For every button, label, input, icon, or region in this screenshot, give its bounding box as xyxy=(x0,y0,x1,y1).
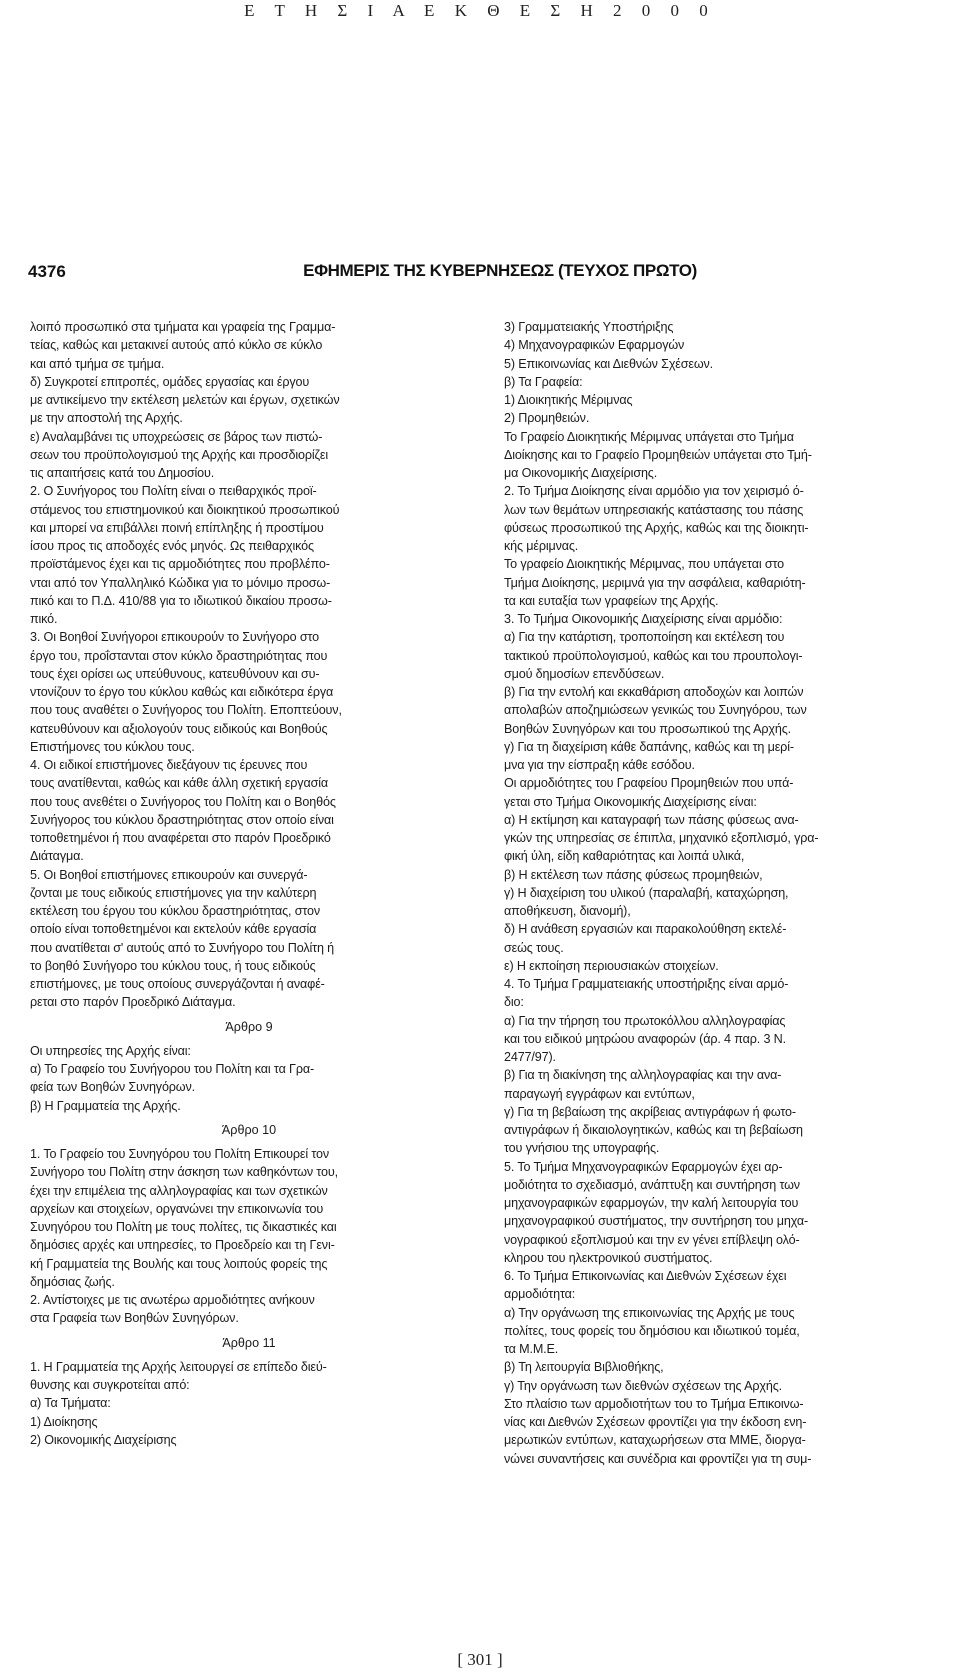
gazette-title: ΕΦΗΜΕΡΙΣ ΤΗΣ ΚΥΒΕΡΝΗΣΕΩΣ (ΤΕΥΧΟΣ ΠΡΩΤΟ) xyxy=(303,261,697,280)
text-line: στα Γραφεία των Βοηθών Συνηγόρων. xyxy=(30,1311,239,1326)
gazette-page-number: 4376 xyxy=(28,262,66,281)
text-line: 2477/97). xyxy=(504,1050,556,1064)
text-line: 5. Οι Βοηθοί επιστήμονες επικουρούν και συνεργά- xyxy=(30,867,308,882)
text-line: γ) Την οργάνωση των διεθνών σχέσεων της Αρχής. xyxy=(504,1378,782,1393)
text-line: δημόσιες αρχές και υπηρεσίες, το Προεδρείο και τη Γενι- xyxy=(30,1238,335,1253)
text-line: εκτέλεση του έργου του κύκλου δραστηριότητας, στον xyxy=(30,904,320,918)
text-line: λων των θεμάτων υπηρεσιακής κατάστασης του πάσης xyxy=(504,502,804,517)
text-line: που τους ανεθέτει ο Συνήγορος του Πολίτη και ο Βοηθός xyxy=(30,794,336,809)
text-line: με την αποστολή της Αρχής. xyxy=(30,411,183,426)
text-line: 6. Το Τμήμα Επικοινωνίας και Διεθνών Σχέσεων έχει xyxy=(504,1269,787,1283)
text-line: λοιπό προσωπικό στα τμήματα και γραφεία της Γραμμα- xyxy=(30,320,336,334)
text-line: μα Οικονομικής Διαχείρισης. xyxy=(504,466,658,480)
text-line: α) Το Γραφείο του Συνήγορου του Πολίτη και τα Γρα- xyxy=(30,1062,315,1076)
text-line: 3. Το Τμήμα Οικονομικής Διαχείρισης είναι αρμόδιο: xyxy=(504,612,783,626)
text-line: νίας και Διεθνών Σχέσεων φροντίζει για την έκδοση ενη- xyxy=(504,1415,807,1429)
text-line: ρεται στο παρόν Προεδρικό Διάταγμα. xyxy=(30,995,236,1010)
text-line: ε) Αναλαμβάνει τις υποχρεώσεις σε βάρος των πιστώ- xyxy=(30,429,323,444)
text-line: Συνήγορο του Πολίτη στην άσκηση των καθηκόντων του, xyxy=(30,1165,338,1180)
text-line: 3. Οι Βοηθοί Συνήγοροι επικουρούν το Συνήγορο στο xyxy=(30,630,319,645)
text-line: φύσεως προσωπικού της Αρχής, καθώς και της διοικητι- xyxy=(504,520,809,535)
text-line: έργο του, προΐστανται στον κύκλο δραστηριότητας που xyxy=(30,648,328,663)
text-line: β) Για τη διακίνηση της αλληλογραφίας και την ανα- xyxy=(504,1068,782,1083)
text-line: δημόσιας ζωής. xyxy=(30,1274,115,1289)
text-line: Διοίκησης και το Γραφείο Προμηθειών υπάγεται στο Τμή- xyxy=(504,447,812,462)
text-line: γ) Η διαχείριση του υλικού (παραλαβή, καταχώρηση, xyxy=(504,885,789,900)
text-line: νται από τον Υπαλληλικό Κώδικα για το μόνιμο προσω- xyxy=(30,575,331,590)
text-line: α) Για την τήρηση του πρωτοκόλλου αλληλογραφίας xyxy=(504,1013,786,1028)
text-line: Οι υπηρεσίες της Αρχής είναι: xyxy=(30,1043,191,1058)
text-line: Τμήμα Διοίκησης, μεριμνά για την ασφάλεια, καθαριότη- xyxy=(504,575,806,590)
text-line: Συνήγορος του κύκλου δραστηριότητας στον οποίο είναι xyxy=(30,812,334,827)
text-line: τους ανατίθενται, καθώς και κάθε άλλη σχετική εργασία xyxy=(30,776,328,791)
text-line: σεώς τους. xyxy=(504,940,564,955)
text-line: φεία των Βοηθών Συνηγόρων. xyxy=(30,1080,195,1095)
text-line: ντονίζουν το έργο του κύκλου καθώς και ειδικότερα έργα xyxy=(30,685,334,699)
text-line: επιστήμονες, με τους οποίους συνεργάζονται ή αναφέ- xyxy=(30,977,325,991)
text-line: και του ειδικού μητρώου αναφορών (άρ. 4 παρ. 3 Ν. xyxy=(504,1031,786,1046)
text-line: πικό και το Π.Δ. 410/88 για το ιδιωτικού δικαίου προσω- xyxy=(30,593,332,608)
text-line: θυνσης και συγκροτείται από: xyxy=(30,1378,190,1392)
text-line: α) Για την κατάρτιση, τροποποίηση και εκτέλεση του xyxy=(504,630,785,645)
footer-page-number: [ 301 ] xyxy=(457,1650,503,1669)
text-line: 1) Διοικητικής Μέριμνας xyxy=(504,393,633,407)
text-line: δ) Η ανάθεση εργασιών και παρακολούθηση εκτελέ- xyxy=(504,922,787,937)
text-line: που ανατίθεται σ' αυτούς από το Συνήγορο του Πολίτη ή xyxy=(30,940,335,955)
text-line: 5) Επικοινωνίας και Διεθνών Σχέσεων. xyxy=(504,356,714,371)
text-line: ζονται με τους ειδικούς επιστήμονες για την καλύτερη xyxy=(30,885,317,900)
text-line: β) Η Γραμματεία της Αρχής. xyxy=(30,1098,181,1113)
article-heading: Άρθρο 10 xyxy=(221,1122,277,1137)
text-line: τις απαιτήσεις κατά του Δημοσίου. xyxy=(30,466,215,480)
text-line: παραγωγή εγγράφων και εντύπων, xyxy=(504,1086,695,1101)
text-line: και από τμήμα σε τμήμα. xyxy=(30,356,165,371)
text-line: έχει την επιμέλεια της αλληλογραφίας και των σχετικών xyxy=(30,1183,328,1198)
text-line: τα και ευταξία των γραφείων της Αρχής. xyxy=(504,593,719,608)
text-line: β) Η εκτέλεση των πάσης φύσεως προμηθειών, xyxy=(504,867,763,882)
text-line: μηχανογραφικού συστήματος, την συντήρηση του μηχα- xyxy=(504,1214,809,1229)
text-line: Οι αρμοδιότητες του Γραφείου Προμηθειών που υπά- xyxy=(504,776,794,791)
text-line: απολαβών αποζημιώσεων γενικώς του Συνηγόρου, των xyxy=(504,703,807,718)
article-heading: Άρθρο 11 xyxy=(222,1335,276,1350)
left-column xyxy=(30,318,468,1449)
text-line: κή Γραμματεία της Βουλής και τους λοιπούς φορείς της xyxy=(30,1256,328,1271)
text-line: 4. Οι ειδικοί επιστήμονες διεξάγουν τις έρευνες που xyxy=(30,758,308,772)
text-line: μηχανογραφικών εφαρμογών, την καλή λειτουργία του xyxy=(504,1196,799,1210)
text-line: κληρου του ηλεκτρονικού συστήματος. xyxy=(504,1250,713,1265)
text-line: και μπορεί να επιβάλλει ποινή επίπληξης ή προστίμου xyxy=(30,520,324,535)
running-head: Ε Τ Η Σ Ι Α Ε Κ Θ Ε Σ Η 2 0 0 0 xyxy=(244,1,716,20)
text-line: 4) Μηχανογραφικών Εφαρμογών xyxy=(504,338,685,353)
text-line: 2) Προμηθειών. xyxy=(504,411,590,426)
text-line: μνα για την είσπραξη κάθε εσόδου. xyxy=(504,758,695,772)
text-line: 2. Το Τμήμα Διοίκησης είναι αρμόδιο για τον χειρισμό ό- xyxy=(504,484,804,499)
text-line: γ) Για τη διαχείριση κάθε δαπάνης, καθώς και τη μερί- xyxy=(504,739,794,754)
text-line: τείας, καθώς και μετακινεί αυτούς από κύκλο σε κύκλο xyxy=(30,338,323,353)
text-line: δ) Συγκροτεί επιτροπές, ομάδες εργασίας και έργου xyxy=(30,374,310,389)
text-line: αρχείων και στοιχείων, οργανώνει την επικοινωνία του xyxy=(30,1201,324,1216)
text-line: κής μέριμνας. xyxy=(504,539,579,553)
text-line: προϊστάμενος έχει και τις αρμοδιότητες που προβλέπο- xyxy=(30,557,330,572)
text-line: α) Την οργάνωση της επικοινωνίας της Αρχής με τους xyxy=(504,1305,795,1320)
text-line: Το Γραφείο Διοικητικής Μέριμνας υπάγεται στο Τμήμα xyxy=(504,429,794,444)
text-line: οποίο είναι τοποθετημένοι και εκτελούν κάθε εργασία xyxy=(30,922,317,937)
text-line: 1. Το Γραφείο του Συνηγόρου του Πολίτη Επικουρεί τον xyxy=(30,1147,329,1161)
text-line: μοδιότητα το σχεδιασμό, ανάπτυξη και συντήρηση των xyxy=(504,1177,800,1192)
text-line: τους έχει ορίσει ως υπεύθυνους, κατευθύνουν και συ- xyxy=(30,666,320,681)
text-line: 1) Διοίκησης xyxy=(30,1414,98,1429)
text-line: σμού δημοσίων επενδύσεων. xyxy=(504,666,665,681)
gazette-header xyxy=(28,262,938,292)
text-line: στάμενος του επιστημονικού και διοικητικού προσωπικού xyxy=(30,502,340,517)
text-line: β) Τη λειτουργία Βιβλιοθήκης, xyxy=(504,1360,664,1375)
text-line: 4. Το Τμήμα Γραμματειακής υποστήριξης είναι αρμό- xyxy=(504,977,789,991)
text-line: διο: xyxy=(504,995,524,1010)
text-line: τα Μ.Μ.Ε. xyxy=(504,1342,559,1356)
text-line: 2) Οικονομικής Διαχείρισης xyxy=(30,1432,177,1447)
text-line: 1. Η Γραμματεία της Αρχής λειτουργεί σε επίπεδο διεύ- xyxy=(30,1359,327,1374)
text-line: νώνει συναντήσεις και συνέδρια και φροντίζει για τη συμ- xyxy=(504,1451,812,1466)
text-line: Συνηγόρου του Πολίτη με τους πολίτες, τις δικαστικές και xyxy=(30,1220,337,1234)
text-line: μερωτικών εντύπων, καταχωρήσεων στα ΜΜΕ, διοργα- xyxy=(504,1433,806,1448)
text-line: 5. Το Τμήμα Μηχανογραφικών Εφαρμογών έχει αρ- xyxy=(504,1159,783,1174)
text-line: κατευθύνουν και αξιολογούν τους ειδικούς και Βοηθούς xyxy=(30,721,328,736)
text-line: τοποθετημένοι ή που αναφέρεται στο παρόν Προεδρικό xyxy=(30,831,331,845)
text-line: γκών της υπηρεσίας σε έπιπλα, μηχανικό εξοπλισμό, γρα- xyxy=(504,831,819,845)
text-line: με αντικείμενο την εκτέλεση μελετών και έργων, σχετικών xyxy=(30,393,340,407)
text-line: Το γραφείο Διοικητικής Μέριμνας, που υπάγεται στο xyxy=(504,557,784,572)
text-line: σεων του προϋπολογισμού της Αρχής και προσδιορίζει xyxy=(30,447,329,462)
text-line: γ) Για τη βεβαίωση της ακρίβειας αντιγράφων ή φωτο- xyxy=(504,1104,796,1119)
text-line: α) Τα Τμήματα: xyxy=(30,1396,111,1411)
text-line: το βοηθό Συνήγορο του κύκλου τους, ή τους ειδικούς xyxy=(30,958,316,973)
text-line: β) Για την εντολή και εκκαθάριση αποδοχών και λοιπών xyxy=(504,685,804,699)
text-line: τακτικού προϋπολογισμού, καθώς και του προυπολογι- xyxy=(504,648,803,663)
text-line: πολίτες, τους φορείς του δημόσιου και ιδιωτικού τομέα, xyxy=(504,1323,800,1338)
text-line: Βοηθών Συνηγόρων και του προσωπικού της Αρχής. xyxy=(504,721,792,736)
text-line: Στο πλαίσιο των αρμοδιοτήτων του το Τμήμα Επικοινω- xyxy=(504,1396,804,1411)
text-line: 3) Γραμματειακής Υποστήριξης xyxy=(504,320,674,334)
right-column xyxy=(504,318,932,1468)
text-line: αντιγράφων ή δικαιολογητικών, καθώς και τη βεβαίωση xyxy=(504,1123,803,1137)
text-line: του γνήσιου της υπογραφής. xyxy=(504,1141,660,1156)
text-line: 2. Ο Συνήγορος του Πολίτη είναι ο πειθαρχικός προϊ- xyxy=(30,484,317,499)
text-line: που τους αναθέτει ο Συνήγορος του Πολίτη. Εποπτεύουν, xyxy=(30,703,342,718)
text-line: ε) Η εκποίηση περιουσιακών στοιχείων. xyxy=(504,958,719,973)
text-line: Διάταγμα. xyxy=(30,849,84,864)
text-line: 2. Αντίστοιχες με τις ανωτέρω αρμοδιότητες ανήκουν xyxy=(30,1293,315,1307)
text-line: β) Τα Γραφεία: xyxy=(504,374,583,389)
text-line: α) Η εκτίμηση και καταγραφή των πάσης φύσεως ανα- xyxy=(504,812,799,827)
article-heading: Άρθρο 9 xyxy=(225,1019,273,1034)
text-line: πικό. xyxy=(30,612,58,626)
text-line: αρμοδιότητα: xyxy=(504,1287,576,1302)
text-line: αποθήκευση, διανομή), xyxy=(504,904,631,918)
text-line: ίσου προς τις αποδοχές ενός μηνός. Ως πειθαρχικός xyxy=(30,539,314,553)
text-line: γεται στο Τμήμα Οικονομικής Διαχείρισης είναι: xyxy=(504,794,757,809)
text-line: Επιστήμονες του κύκλου τους. xyxy=(30,739,195,754)
text-line: νογραφικού εξοπλισμού και την εν γένει επίβλεψη ολό- xyxy=(504,1232,800,1247)
text-line: φική ύλη, είδη καθαριότητας και λοιπά υλικά, xyxy=(504,849,745,864)
